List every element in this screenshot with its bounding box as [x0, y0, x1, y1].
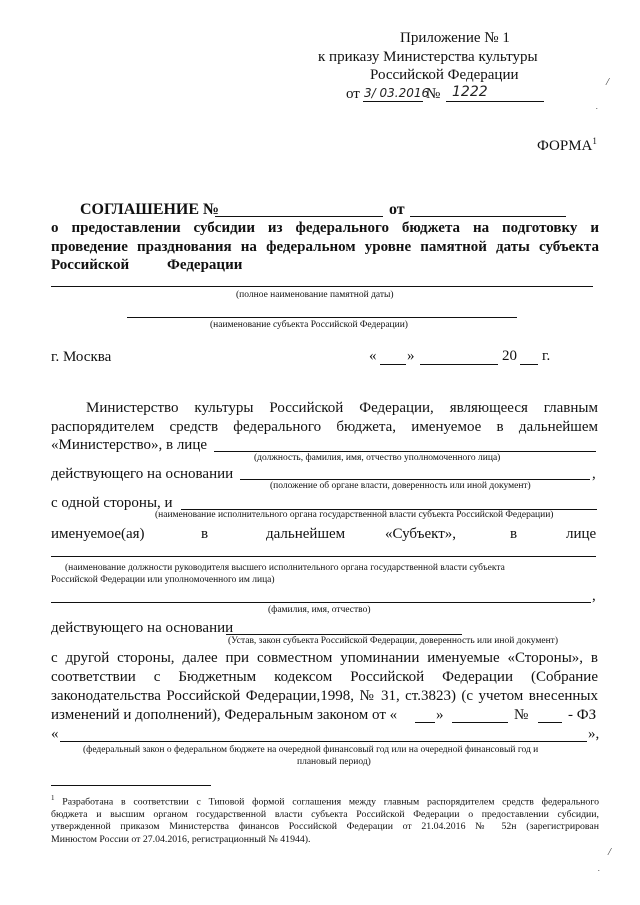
one-side-label: с одной стороны, и [51, 495, 173, 511]
date-day-field[interactable] [380, 364, 406, 365]
named-word-3: дальнейшем [266, 526, 346, 542]
forma-label [537, 136, 597, 155]
named-word-2: в [201, 526, 209, 542]
caption-charter: (Устав, закон субъекта Российской Федерации, доверенность или иной документ) [228, 636, 558, 646]
subject-basis-field[interactable] [226, 634, 462, 635]
caption-executive-body: (наименование исполнительного органа государственной власти субъекта Российской Федерации) [155, 510, 554, 520]
footnote-line-3: утвержденной приказом Министерства финансов Российской Федерации от 21.04.2016 № 52н (зарегистрирован [51, 821, 599, 833]
footnote [51, 792, 599, 846]
basis-comma-1: , [592, 466, 596, 482]
title-line-3a: Российской [51, 257, 130, 273]
agreement-from-label: от [389, 201, 405, 218]
header-number-handwritten: 1222 [452, 84, 488, 100]
agreement-number-field[interactable] [215, 216, 383, 217]
acting-basis-label-1: действующего на основании [51, 466, 234, 482]
title-line-1: о предоставлении субсидии из федерального бюджета на подготовку и [51, 220, 599, 236]
fio-comma: , [592, 588, 596, 604]
header-number-prefix: № [426, 86, 441, 102]
header-federation-line: Российской Федерации [370, 67, 519, 83]
subject-name-field[interactable] [127, 317, 517, 318]
date-year-prefix: 20 [502, 348, 517, 364]
city-label: г. Москва [51, 349, 112, 365]
header-appendix-line: Приложение № 1 [400, 30, 510, 46]
memorial-date-field[interactable] [51, 286, 593, 287]
agreement-title: СОГЛАШЕНИЕ № [80, 201, 220, 218]
ministry-basis-field[interactable] [240, 479, 590, 480]
law-name-field[interactable] [60, 741, 587, 742]
scan-mark-4: . [598, 864, 600, 873]
title-line-2: проведение празднования на федеральном уровне памятной даты субъекта [51, 239, 599, 255]
named-word-1: именуемое(ая) [51, 526, 145, 542]
date-year-suffix: г. [542, 348, 551, 364]
header-date-prefix: от [346, 86, 360, 102]
caption-fio: (фамилия, имя, отчество) [268, 605, 371, 615]
date-month-field[interactable] [420, 364, 498, 365]
header-date-underline [363, 101, 423, 102]
header-date-handwritten: 3/ 03.2016 [364, 86, 430, 100]
body-p2-line4-c: № [514, 707, 529, 723]
body-p1-line3: «Министерство», в лице [51, 437, 208, 453]
footnote-line-1-text: Разработана в соответствии с Типовой формой соглашения между главным распорядителем средств федерального [62, 796, 599, 808]
footnote-line-1 [51, 792, 599, 809]
date-open-quote: « [369, 348, 377, 364]
scan-mark-2: . [596, 102, 598, 111]
ministry-representative-field[interactable] [214, 451, 596, 452]
caption-budget-law-2: плановый период) [297, 757, 371, 767]
law-number-field[interactable] [538, 722, 562, 723]
body-p2-line1: с другой стороны, далее при совместном упоминании именуемые «Стороны», в [51, 650, 598, 666]
agreement-date-field[interactable] [410, 216, 566, 217]
caption-head-position-2: Российской Федерации или уполномоченного им лица) [51, 575, 275, 585]
caption-budget-law-1: (федеральный закон о федеральном бюджете на очередной финансовый год или на очередной финансовый год и [83, 745, 539, 755]
footnote-line-4: Минюстом России от 27.04.2016, регистрационный № 41944). [51, 833, 311, 845]
body-p2-line3: законодательства Российской Федерации,1998, № 31, ст.3823) (с учетом внесенных [51, 688, 598, 704]
footnote-mark: 1 [51, 794, 55, 802]
body-p2-line4-d: - ФЗ [568, 707, 597, 723]
body-p1-line1: Министерство культуры Российской Федерации, являющееся главным [86, 400, 598, 416]
named-word-6: лице [566, 526, 597, 542]
header-order-line: к приказу Министерства культуры [318, 49, 538, 65]
named-word-5: в [510, 526, 518, 542]
named-word-4: «Субъект», [385, 526, 457, 542]
scan-mark-1: / [606, 76, 610, 88]
body-p2-line4-b: » [436, 707, 444, 723]
law-day-field[interactable] [415, 722, 435, 723]
caption-position: (должность, фамилия, имя, отчество уполномоченного лица) [254, 453, 501, 463]
law-name-close-quote: », [588, 726, 600, 742]
body-p2-line2: соответствии с Бюджетным кодексом Российской Федерации (Собрание [51, 669, 598, 685]
caption-subject-name: (наименование субъекта Российской Федерации) [210, 320, 408, 330]
footnote-line-2: бюджета и высшим органом государственной власти субъекта Российской Федерации о предоставлении субсидии, [51, 808, 599, 820]
forma-footnote-ref: 1 [592, 136, 597, 146]
forma-text: ФОРМА [537, 138, 593, 154]
footnote-separator [51, 785, 211, 786]
caption-head-position-1: (наименование должности руководителя высшего исполнительного органа государственной власти субъекта [65, 563, 505, 573]
acting-basis-label-2: действующего на основании [51, 620, 234, 636]
head-fio-field[interactable] [51, 602, 591, 603]
header-number-underline [446, 101, 544, 102]
law-month-field[interactable] [452, 722, 508, 723]
body-p1-line2: распорядителем средств федерального бюджета, именуемое в дальнейшем [51, 419, 598, 435]
date-close-quote: » [407, 348, 415, 364]
law-name-open-quote: « [51, 726, 59, 742]
title-line-3b: Федерации [167, 257, 243, 273]
body-p2-line4-a: изменений и дополнений), Федеральным законом от « [51, 707, 398, 723]
date-year-field[interactable] [520, 364, 538, 365]
caption-memorial-date: (полное наименование памятной даты) [236, 290, 394, 300]
head-position-field[interactable] [51, 556, 596, 557]
caption-basis: (положение об органе власти, доверенность или иной документ) [270, 481, 531, 491]
scan-mark-3: / [608, 846, 612, 858]
